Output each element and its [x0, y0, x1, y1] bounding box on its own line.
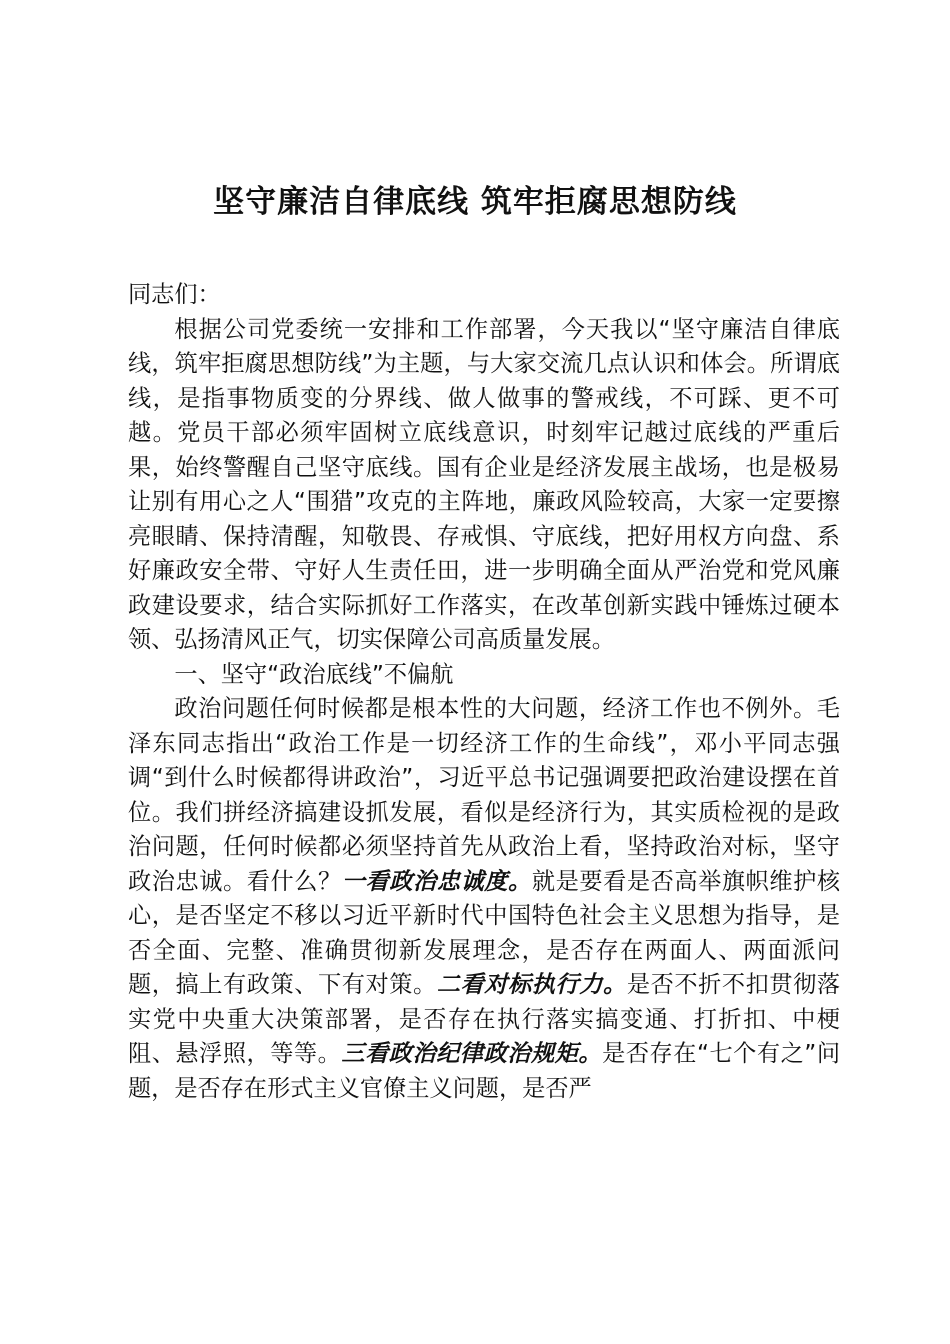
point-text-2: 是否不折不扣贯彻落实党中央重大决策部署，是否存在执行落实搞变通、打折扣、中梗阻、悬浮照，等等。	[128, 971, 841, 1067]
document-title: 坚守廉洁自律底线 筑牢拒腐思想防线	[213, 184, 737, 220]
intro-paragraph: 根据公司党委统一安排和工作部署，今天我以“坚守廉洁自律底线，筑牢拒腐思想防线”为主题，与大家交流几点认识和体会。所谓底线，是指事物质变的分界线、做人做事的警戒线，不可踩、更不可越。党员干部必须牢固树立底线意识，时刻牢记越过底线的严重后果，始终警醒自己坚守底线。国有企业是经济发展主战场，也是极易让别有用心之人“围猎”攻克的主阵地，廉政风险较高，大家一定要擦亮眼睛、保持清醒，知敬畏、存戒惧、守底线，把好用权方向盘、系好廉政安全带、守好人生责任田，进一步明确全面从严治党和党风廉政建设要求，结合实际抓好工作落实，在改革创新实践中锤炼过硬本领、弘扬清风正气，切实保障公司高质量发展。	[128, 315, 840, 653]
point-text-1: 就是要看是否高举旗帜维护核心，是否坚定不移以习近平新时代中国特色社会主义思想为指导，是否全面、完整、准确贯彻新发展理念，是否存在两面人、两面派问题，搞上有政策、下有对策。	[128, 867, 841, 998]
point-title-3: 三看政治纪律政治规矩。	[341, 1040, 603, 1067]
point-text-3: 是否存在“七个有之”问题，是否存在形式主义官僚主义问题，是否严	[128, 1040, 841, 1102]
point-title-1: 一看政治忠诚度。	[341, 867, 532, 895]
salutation: 同志们：	[128, 281, 221, 308]
point-title-2: 二看对标执行力。	[436, 971, 627, 998]
document-body	[128, 278, 840, 1106]
section-lead-text: 政治问题任何时候都是根本性的大问题，经济工作也不例外。毛泽东同志指出“政治工作是一切经济工作的生命线”，邓小平同志强调“到什么时候都得讲政治”，习近平总书记强调要把政治建设摆在首位。我们拼经济搞建设抓发展，看似是经济行为，其实质检视的是政治问题，任何时候都必须坚持首先从政治上看，坚持政治对标，坚守政治忠诚。看什么？	[128, 695, 840, 895]
section-heading: 一、坚守“政治底线”不偏航	[174, 660, 454, 688]
section-paragraph	[128, 692, 840, 1106]
